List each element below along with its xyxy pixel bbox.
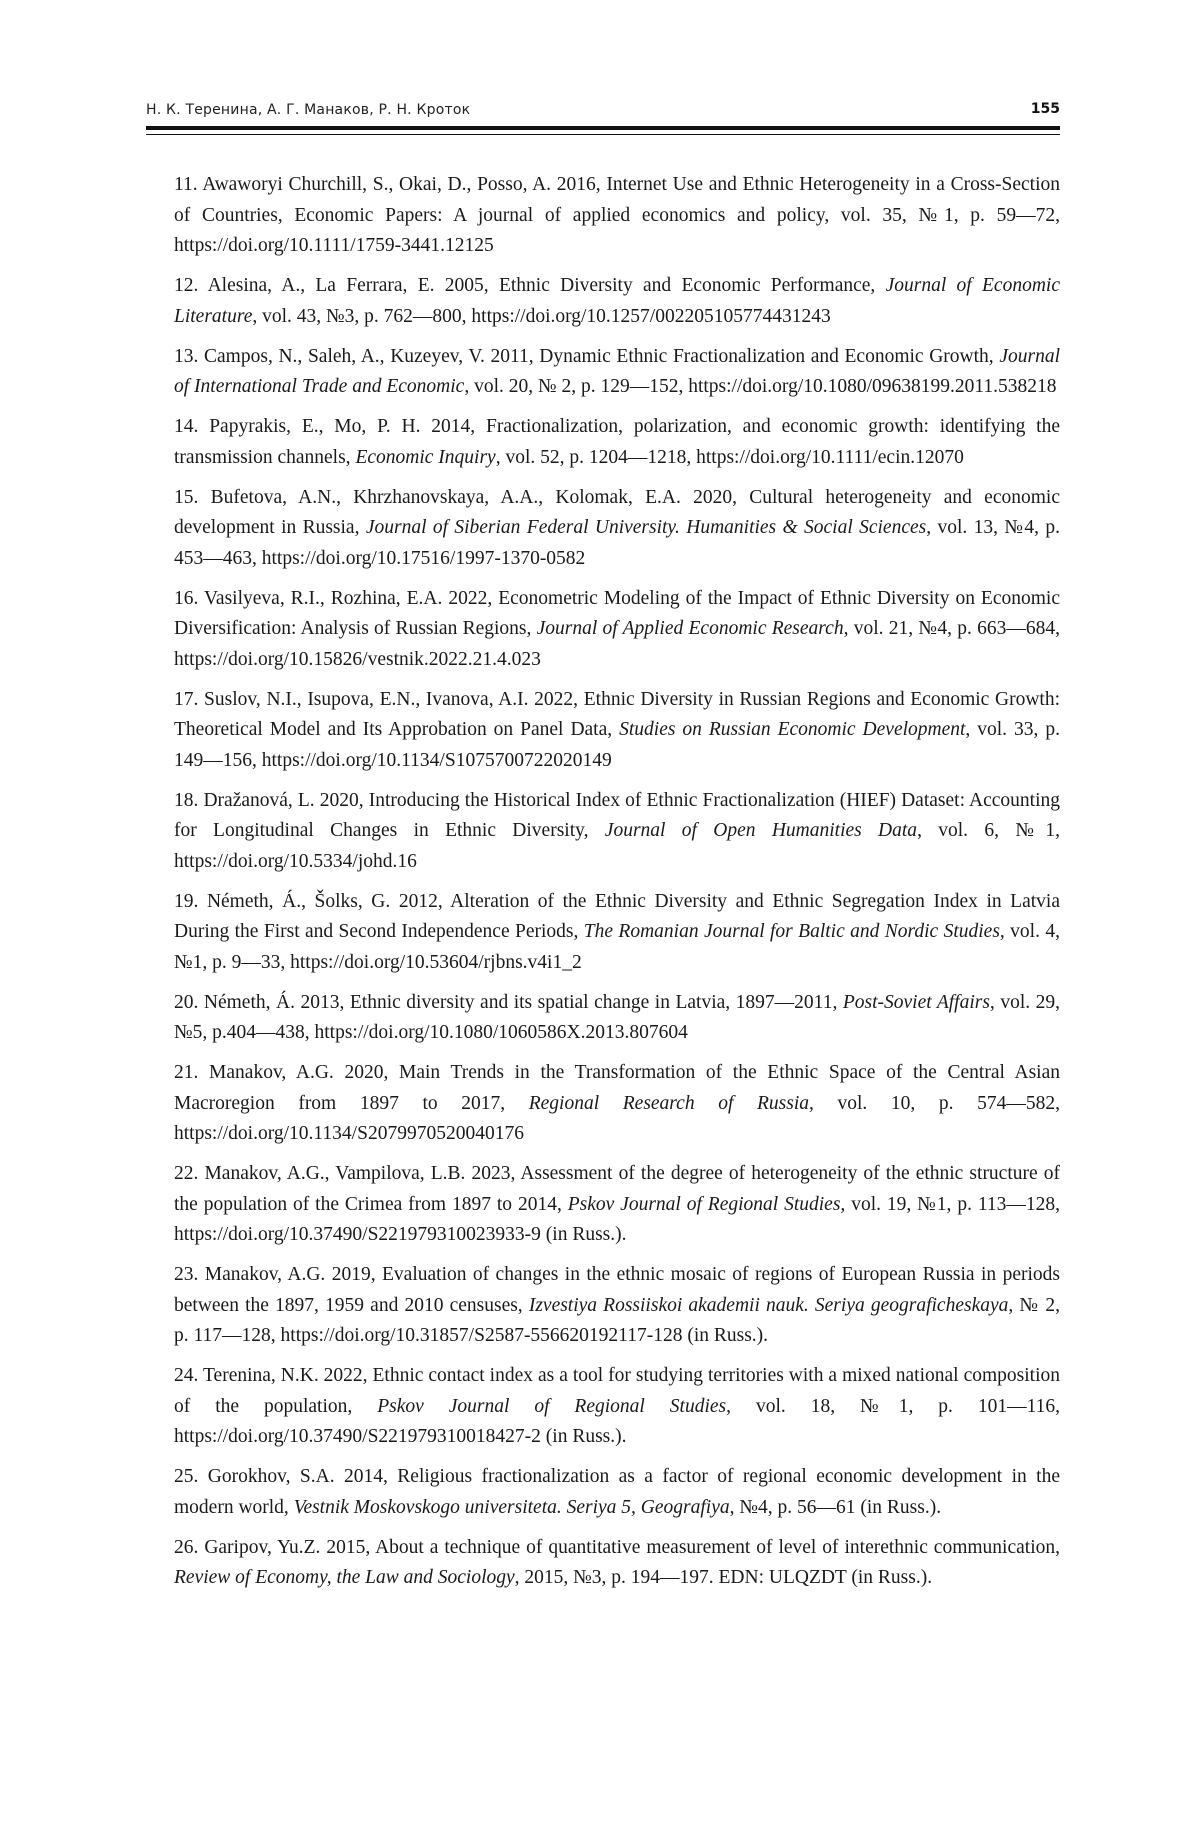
running-header [146, 98, 1060, 126]
reference-22-source: Pskov Journal of Regional Studies, [567, 1193, 846, 1215]
reference-19 [174, 887, 1060, 979]
reference-20-source: Post-Soviet Affairs [842, 991, 990, 1013]
reference-19-source: The Romanian Journal for Baltic and Nordic Studies [583, 921, 1000, 942]
reference-14-source: Economic Inquiry [355, 446, 496, 468]
reference-11-text: 11. Awaworyi Churchill, S., Okai, D., Posso, A. 2016, Internet Use and Ethnic Heterogeneity in a Cross-Section of Countries, Economic Papers: A journal of applied economics and policy, vol. 35, №1, p. 59—72, https://doi.org/10.1111/1759-3441.12125 [174, 174, 1060, 256]
reference-26 [174, 1533, 1060, 1594]
reference-23 [174, 1260, 1060, 1352]
reference-15-details: , vol. 13, №4, p. 453—463, https://doi.org/10.17516/1997-1370-0582 [174, 517, 1061, 569]
reference-24-text: 24. Terenina, N.K. 2022, Ethnic contact index as a tool for studying territories with a mixed national composition of the population, [174, 1365, 1060, 1417]
reference-12-text: 12. Alesina, A., La Ferrara, E. 2005, Ethnic Diversity and Economic Performance, [174, 275, 886, 296]
reference-24-source: Pskov Journal of Regional Studies [377, 1395, 727, 1417]
reference-20 [174, 988, 1060, 1049]
reference-18-text: 18. Dražanová, L. 2020, Introducing the Historical Index of Ethnic Fractionalization (HIEF) Dataset: Accounting for Longitudinal Changes in Ethnic Diversity, [174, 789, 1060, 841]
reference-11 [174, 170, 1060, 262]
reference-15 [174, 483, 1060, 575]
reference-20-text: 20. Németh, Á. 2013, Ethnic diversity and its spatial change in Latvia, 1897—2011, [174, 991, 843, 1013]
reference-17 [174, 685, 1060, 777]
reference-17-text: 17. Suslov, N.I., Isupova, E.N., Ivanova, A.I. 2022, Ethnic Diversity in Russian Regions and Economic Growth: Theoretical Model and Its Approbation on Panel Data, [174, 688, 1060, 740]
reference-13-details: , vol. 20, № 2, p. 129—152, https://doi.org/10.1080/09638199.2011.538218 [464, 376, 1057, 397]
reference-18 [174, 786, 1060, 878]
reference-20-details: , vol. 29, №5, p.404—438, https://doi.org/10.1080/1060586X.2013.807604 [174, 991, 1060, 1043]
reference-16-source: Journal of Applied Economic Research [536, 618, 844, 639]
reference-26-details: , 2015, №3, p. 194—197. EDN: ULQZDT (in Russ.). [514, 1567, 933, 1588]
reference-19-details: , vol. 4, №1, p. 9—33, https://doi.org/10.53604/rjbns.v4i1_2 [174, 921, 1060, 973]
reference-22 [174, 1159, 1060, 1251]
header-rule-thin [146, 134, 1060, 135]
reference-22-text: 22. Manakov, A.G., Vampilova, L.B. 2023, Assessment of the degree of heterogeneity of the ethnic structure of the population of the Crimea from 1897 to 2014, [174, 1163, 1060, 1215]
reference-22-details: vol. 19, №1, p. 113—128, https://doi.org/10.37490/S221979310023933-9 (in Russ.). [174, 1193, 1060, 1245]
reference-12 [174, 271, 1060, 332]
reference-21-text: 21. Manakov, A.G. 2020, Main Trends in the Transformation of the Ethnic Space of the Central Asian Macroregion from 1897 to 2017, [174, 1062, 1060, 1114]
reference-list [174, 170, 1060, 1603]
reference-13-source: Journal of International Trade and Economic [174, 345, 1060, 397]
reference-12-details: , vol. 43, №3, p. 762—800, https://doi.org/10.1257/002205105774431243 [252, 305, 831, 327]
header-authors: Н. К. Теренина, А. Г. Манаков, Р. Н. Кроток [146, 102, 471, 118]
reference-26-source: Review of Economy, the Law and Sociology [174, 1567, 515, 1588]
reference-25-source: Vestnik Moskovskogo universiteta. Seriya 5, Geografiya [293, 1496, 730, 1518]
reference-25 [174, 1462, 1060, 1523]
reference-25-details: , №4, p. 56—61 (in Russ.). [729, 1496, 942, 1518]
reference-15-text: 15. Bufetova, A.N., Khrzhanovskaya, A.A., Kolomak, E.A. 2020, Cultural heterogeneity and economic development in Russia, [174, 486, 1060, 538]
reference-21 [174, 1058, 1060, 1150]
reference-14-details: , vol. 52, p. 1204—1218, https://doi.org/10.1111/ecin.12070 [495, 446, 964, 468]
reference-26-text: 26. Garipov, Yu.Z. 2015, About a technique of quantitative measurement of level of interethnic communication, [174, 1536, 1060, 1558]
reference-16 [174, 584, 1060, 676]
reference-17-details: , vol. 33, p. 149—156, https://doi.org/10.1134/S1075700722020149 [174, 719, 1060, 771]
reference-14-text: 14. Papyrakis, E., Mo, P. H. 2014, Fractionalization, polarization, and economic growth: identifying the transmission channels, [174, 416, 1060, 468]
reference-24 [174, 1361, 1060, 1453]
reference-19-text: 19. Németh, Á., Šolks, G. 2012, Alteration of the Ethnic Diversity and Ethnic Segregation Index in Latvia During the First and Second Independence Periods, [174, 890, 1060, 942]
reference-13-text: 13. Campos, N., Saleh, A., Kuzeyev, V. 2011, Dynamic Ethnic Fractionalization and Economic Growth, [174, 345, 1000, 367]
reference-18-source: Journal of Open Humanities Data [604, 820, 918, 841]
page-number: 155 [1030, 101, 1060, 117]
reference-21-details: , vol. 10, p. 574—582, https://doi.org/10.1134/S2079970520040176 [174, 1092, 1060, 1144]
reference-24-details: , vol. 18, №1, p. 101—116, https://doi.org/10.37490/S221979310018427-2 (in Russ.). [174, 1395, 1060, 1447]
reference-15-source: Journal of Siberian Federal University. Humanities & Social Sciences [365, 517, 927, 538]
reference-18-details: , vol. 6, №1, https://doi.org/10.5334/johd.16 [174, 820, 1060, 872]
reference-21-source: Regional Research of Russia [528, 1092, 809, 1114]
reference-13 [174, 342, 1060, 403]
reference-23-details: , № 2, p. 117—128, https://doi.org/10.31857/S2587-556620192117-128 (in Russ.). [174, 1294, 1061, 1346]
reference-12-source: Journal of Economic Literature [174, 275, 1060, 327]
reference-17-source: Studies on Russian Economic Development [619, 719, 966, 740]
header-rule-thick [146, 126, 1060, 130]
reference-16-text: 16. Vasilyeva, R.I., Rozhina, E.A. 2022, Econometric Modeling of the Impact of Ethnic Diversity on Economic Diversification: Analysis of Russian Regions, [174, 587, 1060, 639]
reference-23-source: Izvestiya Rossiiskoi akademii nauk. Seriya geograficheskaya [528, 1294, 1009, 1316]
reference-23-text: 23. Manakov, A.G. 2019, Evaluation of changes in the ethnic mosaic of regions of European Russia in periods between the 1897, 1959 and 2010 censuses, [174, 1264, 1060, 1316]
reference-14 [174, 412, 1060, 473]
reference-25-text: 25. Gorokhov, S.A. 2014, Religious fractionalization as a factor of regional economic development in the modern world, [174, 1466, 1060, 1518]
reference-16-details: , vol. 21, №4, p. 663—684, https://doi.org/10.15826/vestnik.2022.21.4.023 [174, 618, 1060, 670]
